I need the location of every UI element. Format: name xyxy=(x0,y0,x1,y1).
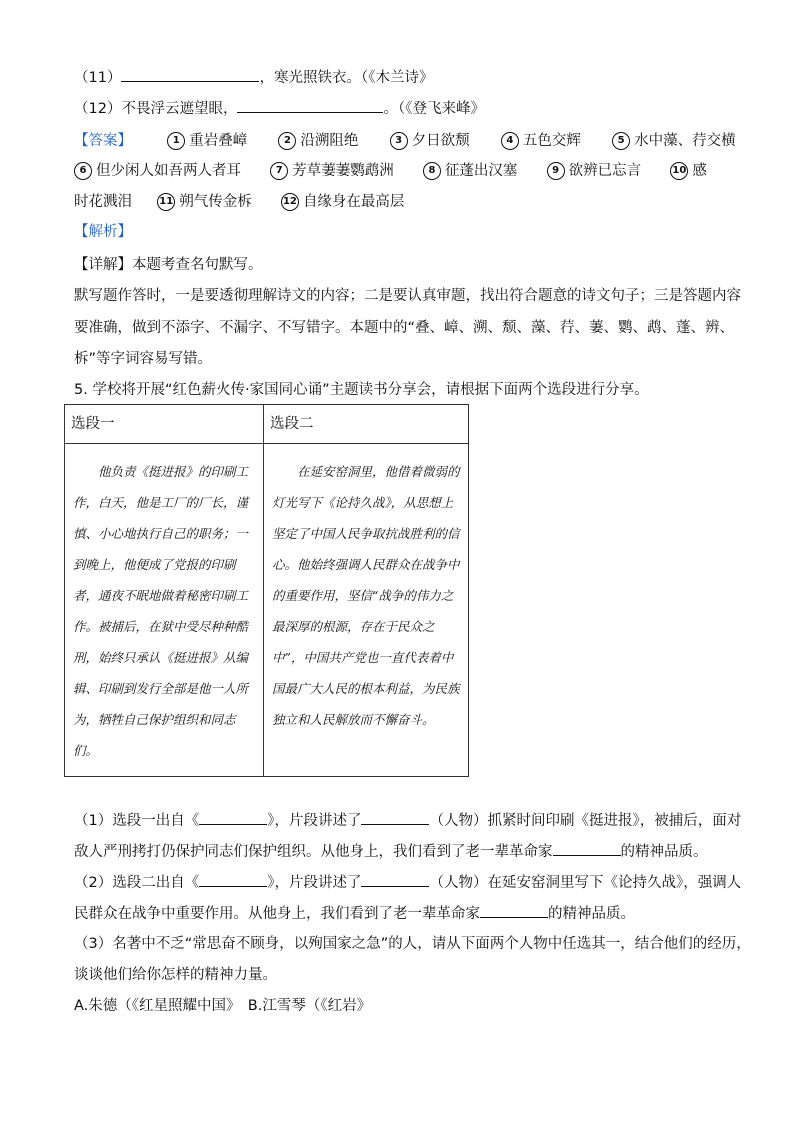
question-5-1-line1 xyxy=(74,810,741,831)
answer-text: 芳草萋萋鹦鹉洲 xyxy=(292,163,394,179)
question-5-2-line2 xyxy=(74,903,635,924)
question-text: 的精神品质。 xyxy=(548,906,635,922)
item-number: （11） xyxy=(74,70,122,86)
answer-text: 但少闲人如吾两人者耳 xyxy=(96,163,241,179)
analysis-label: 【解析】 xyxy=(74,224,132,240)
answer-text: 感 xyxy=(692,163,707,179)
person-blank[interactable] xyxy=(361,810,429,825)
detail-label: 【详解】本题考查名句默写。 xyxy=(74,257,263,273)
answer-item xyxy=(501,133,581,149)
fill-item-12 xyxy=(74,98,485,119)
quality-blank[interactable] xyxy=(480,903,548,918)
circled-number: 12 xyxy=(281,193,299,211)
question-text: （人物）抓紧时间印刷《挺进报》，被捕后，面对 xyxy=(429,813,742,829)
analysis-para-line: 默写题作答时，一是要透彻理解诗文的内容；二是要认真审题，找出符合题意的诗文句子；三是答题内容 xyxy=(74,288,741,304)
circled-number: 1 xyxy=(167,132,185,150)
person-blank[interactable] xyxy=(361,872,429,887)
answer-blank[interactable] xyxy=(237,98,383,113)
answer-label: 【答案】 xyxy=(74,133,132,149)
excerpt-2-text: 在延安窑洞里，他借着微弱的灯光写下《论持久战》，从思想上坚定了中国人民争取抗战胜利的信心。他始终强调人民群众在战争中的重要作用，坚信“战争的伟力之最深厚的根源，存在于民众之中”，中国共产党也一直代表着中国最广大人民的根本利益，为民族独立和人民解放而不懈奋斗。 xyxy=(272,464,460,727)
circled-number: 11 xyxy=(157,193,175,211)
circled-number: 6 xyxy=(74,162,92,180)
question-text: 敌人严刑拷打仍保护同志们保护组织。从他身上，我们看到了老一辈革命家 xyxy=(74,844,553,860)
question-text: （人物）在延安窑洞里写下《论持久战》，强调人 xyxy=(429,875,742,891)
question-text: （1）选段一出自《 xyxy=(74,813,200,829)
answer-text: 夕日欲颓 xyxy=(411,133,470,149)
fill-item-11 xyxy=(74,67,433,88)
quality-blank[interactable] xyxy=(553,841,621,856)
question-5-3-options: A.朱德（《红星照耀中国》 B.江雪琴（《红岩》 xyxy=(74,998,372,1014)
answer-item xyxy=(423,163,518,179)
answer-block-line3 xyxy=(74,192,404,212)
answer-text: 时花溅泪 xyxy=(74,194,132,210)
item-text: 。（《登飞来峰》 xyxy=(383,101,485,117)
answer-item xyxy=(670,163,707,179)
excerpt-2-header: 选段二 xyxy=(264,405,469,444)
question-5-3-line2: 谈谈他们给你怎样的精神力量。 xyxy=(74,967,277,983)
question-5-2-line1 xyxy=(74,872,741,893)
question-text: 的精神品质。 xyxy=(620,844,708,860)
answer-text: 沿溯阻绝 xyxy=(300,133,359,149)
answer-item xyxy=(157,194,252,210)
answer-item xyxy=(167,133,247,149)
answer-item xyxy=(281,194,405,210)
item-text: ，寒光照铁衣。（《木兰诗》 xyxy=(259,70,434,86)
answer-text: 欲辨已忘言 xyxy=(568,163,642,179)
answer-text: 自缘身在最高层 xyxy=(302,194,405,210)
excerpt-1-text: 他负责《挺进报》的印刷工作，白天，他是工厂的厂长，谨慎、小心地执行自己的职务；一到晚上，他便成了党报的印刷者，通夜不眠地做着秘密印刷工作。被捕后，在狱中受尽种种酷刑，始终只承认《挺进报》从编辑、印刷到发行全部是他一人所为，牺牲自己保护组织和同志们。 xyxy=(73,464,249,758)
question-5-intro: 5. 学校将开展“红色薪火传·家国同心诵”主题读书分享会，请根据下面两个选段进行分享。 xyxy=(74,382,649,398)
question-5-3-line1: （3）名著中不乏“常思奋不顾身，以殉国家之急”的人，请从下面两个人物中任选其一，结合他们的经历， xyxy=(74,936,751,952)
analysis-para-line: 要准确，做到不添字、不漏字、不写错字。本题中的“叠、嶂、溯、颓、藻、荇、萋、鹦、鹉、蓬、辨、 xyxy=(74,320,735,336)
analysis-para-line: 柝”等字词容易写错。 xyxy=(74,351,213,367)
circled-number: 4 xyxy=(501,132,519,150)
answer-text: 朔气传金柝 xyxy=(179,194,252,210)
question-text: （2）选段二出自《 xyxy=(74,875,200,891)
question-text: 民群众在战争中重要作用。从他身上，我们看到了老一辈革命家 xyxy=(74,906,480,922)
answer-text: 五色交辉 xyxy=(522,133,581,149)
excerpt-1-header: 选段一 xyxy=(65,405,264,444)
answer-item xyxy=(74,163,241,179)
circled-number: 3 xyxy=(390,132,408,150)
answer-blank[interactable] xyxy=(121,67,259,82)
excerpt-2-cell xyxy=(264,444,469,777)
circled-number: 10 xyxy=(670,162,688,180)
answer-block xyxy=(74,131,734,151)
answer-item xyxy=(270,163,394,179)
answer-text: 水中藻、荇交横 xyxy=(634,133,736,149)
circled-number: 7 xyxy=(270,162,288,180)
question-5-1-line2 xyxy=(74,841,708,862)
item-number: （12） xyxy=(74,101,122,117)
book-title-blank[interactable] xyxy=(199,810,267,825)
excerpt-1-cell xyxy=(65,444,264,777)
answer-text: 征蓬出汉塞 xyxy=(444,163,518,179)
circled-number: 5 xyxy=(612,132,630,150)
answer-item xyxy=(390,133,470,149)
answer-item xyxy=(278,133,358,149)
item-text: 不畏浮云遮望眼， xyxy=(121,101,238,117)
answer-block-line2 xyxy=(74,161,707,181)
answer-text: 重岩叠嶂 xyxy=(189,133,248,149)
question-text: 》，片段讲述了 xyxy=(267,813,362,829)
excerpts-table xyxy=(64,404,469,777)
answer-item xyxy=(612,133,736,149)
circled-number: 2 xyxy=(278,132,296,150)
circled-number: 9 xyxy=(547,162,565,180)
answer-item xyxy=(547,163,642,179)
book-title-blank[interactable] xyxy=(199,872,267,887)
question-text: 》，片段讲述了 xyxy=(267,875,362,891)
circled-number: 8 xyxy=(423,162,441,180)
